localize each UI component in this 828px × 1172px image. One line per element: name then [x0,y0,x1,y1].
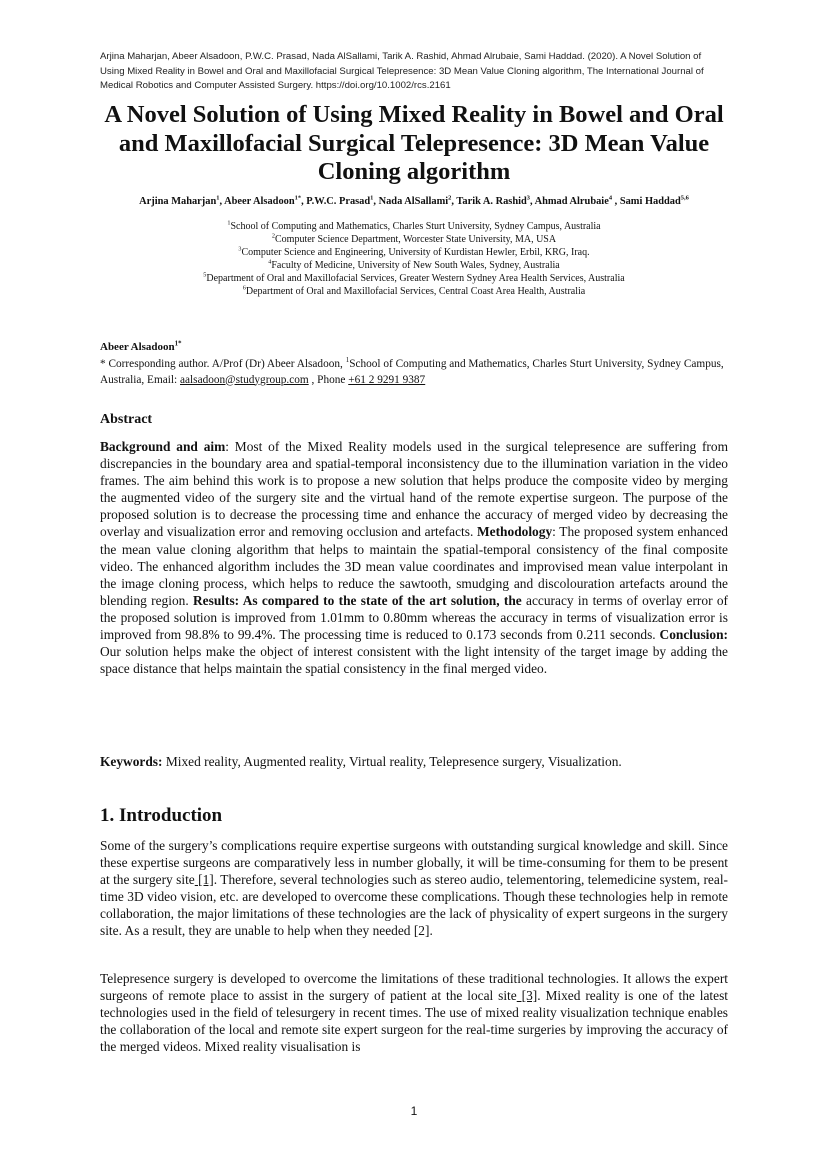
affiliation-line [60,286,768,299]
page-number: 1 [410,1104,418,1118]
corresponding-author-name [100,341,181,353]
abstract-body [100,438,728,677]
author-sup: 1* [294,194,302,202]
affiliation-text: Department of Oral and Maxillofacial Services, Greater Western Sydney Area Health Services, Australia [206,272,625,284]
affiliation-sup: 5 [203,271,207,279]
affiliation-sup: 6 [242,284,246,292]
citation-link[interactable]: [3] [516,988,538,1004]
affiliation-text: Faculty of Medicine, University of New South Wales, Sydney, Australia [271,259,560,271]
abstract-heading: Abstract [100,412,153,427]
citation-header: Arjina Maharjan, Abeer Alsadoon, P.W.C. Prasad, Nada AlSallami, Tarik A. Rashid, Ahmad Alrubaie, Sami Haddad. (2020). A Novel Solution of Using Mixed Reality in Bowel and Oral and Maxillofacial Surgical Telepresence: 3D Mean Value Cloning algorithm, The International Journal of Medical Robotics and Computer Assisted Surgery. https://doi.org/10.1002/rcs.2161 [100,51,704,92]
author-sup: 2 [448,194,452,202]
abstract-label: Background and aim [100,439,226,454]
keywords-line [100,754,728,770]
citation-link[interactable]: [1] [194,872,214,888]
corresponding-text: , Phone [308,373,349,386]
abstract-text: : The proposed system enhanced the mean value cloning algorithm that helps to maintain the spatial-temporal consistency of the final composite video. The enhanced algorithm includes the 3D mean value coordinates and improvised mean value interpolant in the image cloning process, which helps to reduce the sawtooth, smudging and discolouration artefacts around the blending region. [100,524,728,608]
paragraph-text: Telepresence surgery is developed to overcome the limitations of these traditional technologies. It allows the expert surgeons of remote place to assist in the surgery of patient at the local site [100,971,728,1004]
abstract-text: : Most of the Mixed Reality models used in the surgical telepresence are suffering from discrepancies in the boundary area and spatial-temporal inconsistency due to the illumination variation in the video frames. The aim behind this work is to propose a new solution that helps produce the composite video by merging the augmented video of the surgery site and the virtual hand of the remote expertise surgeon. The purpose of the proposed solution is to decrease the processing time and enhance the accuracy of merged video by decreasing the overlay and visualization error and removing occlusion and artefacts. [100,439,728,540]
intro-paragraph-1 [100,837,728,940]
phone-link[interactable]: +61 2 9291 9387 [348,373,426,386]
paragraph-text: Some of the surgery’s complications require expertise surgeons with outstanding surgical knowledge and skill. Since these expertise surgeons are comparatively less in number globally, it will be time-consuming for them to be present at the surgery site [100,838,728,888]
author-name: Arjina Maharjan [139,196,217,207]
author-sup: 3 [526,194,530,202]
author-name: Ahmad Alrubaie [534,196,609,207]
author-name: Abeer Alsadoon [224,196,295,207]
keywords-text: Mixed reality, Augmented reality, Virtual reality, Telepresence surgery, Visualization. [162,754,622,769]
author-sup: 1 [216,194,220,202]
author-name: Nada AlSallami [378,196,449,207]
corresponding-text: School of Computing and Mathematics, Charles Sturt University, Sydney Campus, Australia, Email: [100,358,724,386]
affiliation-line [60,247,768,260]
affiliation-line [60,234,768,247]
author-name: P.W.C. Prasad [306,196,371,207]
affiliation-list [60,221,768,298]
paper-title: A Novel Solution of Using Mixed Reality in Bowel and Oral and Maxillofacial Surgical Telepresence: 3D Mean Value Cloning algorithm [104,101,724,185]
affiliation-sup: 1 [227,219,231,227]
affiliation-sup: 2 [271,232,275,240]
abstract-label: Methodology [477,524,553,540]
author-sup: 5,6 [680,194,689,202]
author-sup: 4 [608,194,613,202]
abstract-label: Results: As compared to the state of the art solution, the [193,592,522,608]
affiliation-line [60,221,768,234]
corresponding-author-details [100,357,728,388]
abstract-text: Our solution helps make the object of interest consistent with the light intensity of the target image by adding the space distance that helps maintain the spatial consistency in the final merged video. [100,644,728,677]
affiliation-text: Department of Oral and Maxillofacial Services, Central Coast Area Health, Australia [245,285,586,297]
affiliation-line [60,260,768,273]
corresponding-name-sup: 1* [174,340,182,348]
author-name: Tarik A. Rashid [456,196,527,207]
intro-paragraph-2 [100,970,728,1055]
keywords-label: Keywords: [100,754,163,769]
paragraph-text: . Mixed reality is one of the latest technologies used in the field of telesurgery in recent times. The use of mixed reality visualization technique enables the collaboration of the local and remote site expert surgeon for the real-time surgeries by improving the accuracy of the merged videos. Mixed reality visualisation is [100,988,729,1055]
abstract-label: Conclusion: [659,627,728,643]
author-list: Arjina Maharjan$^1$, Abeer Alsadoon$^{1*}$, P.W.C. Prasad$^1$, Nada AlSallami$^2$, Tarik A. Rashid$^3$, Ahmad Alrubaie$^4$ , Sami Haddad$^{5,6}$ [139,194,689,207]
affiliation-line [60,273,768,286]
corresponding-name-text: Abeer Alsadoon [100,341,175,353]
author-sup: 1 [370,194,374,202]
affiliation-text: Computer Science and Engineering, University of Kurdistan Hewler, Erbil, KRG, Iraq. [241,246,590,258]
affiliation-sup: 3 [238,245,242,253]
corresponding-text: * Corresponding author. A/Prof (Dr) Abeer Alsadoon, [100,358,346,370]
affiliation-text: School of Computing and Mathematics, Charles Sturt University, Sydney Campus, Australia [230,221,601,232]
email-link[interactable]: aalsadoon@studygroup.com [180,373,309,386]
section-heading-introduction: 1. Introduction [100,805,223,826]
affiliation-sup: 4 [268,258,272,266]
paragraph-text: . Therefore, several technologies such as stereo audio, telementoring, telemedicine system, real-time 3D video vision, etc. are developed to overcome these complications. Though these technologies help in remote collaboration, the major limitations of these technologies are the lack of physicality of expert surgeons in the surgery site. As a result, they are unable to help when they needed [2]. [100,872,728,939]
affiliation-text: Computer Science Department, Worcester State University, MA, USA [275,233,557,245]
author-name: Sami Haddad [619,196,681,207]
abstract-text: accuracy in terms of overlay error of the proposed solution is improved from 1.01mm to 0.80mm whereas the accuracy in terms of visualization error is improved from 98.8% to 99.4%. The processing time is reduced to 0.173 seconds from 0.211 seconds. [100,592,728,643]
corresponding-sup: 1 [345,356,350,365]
